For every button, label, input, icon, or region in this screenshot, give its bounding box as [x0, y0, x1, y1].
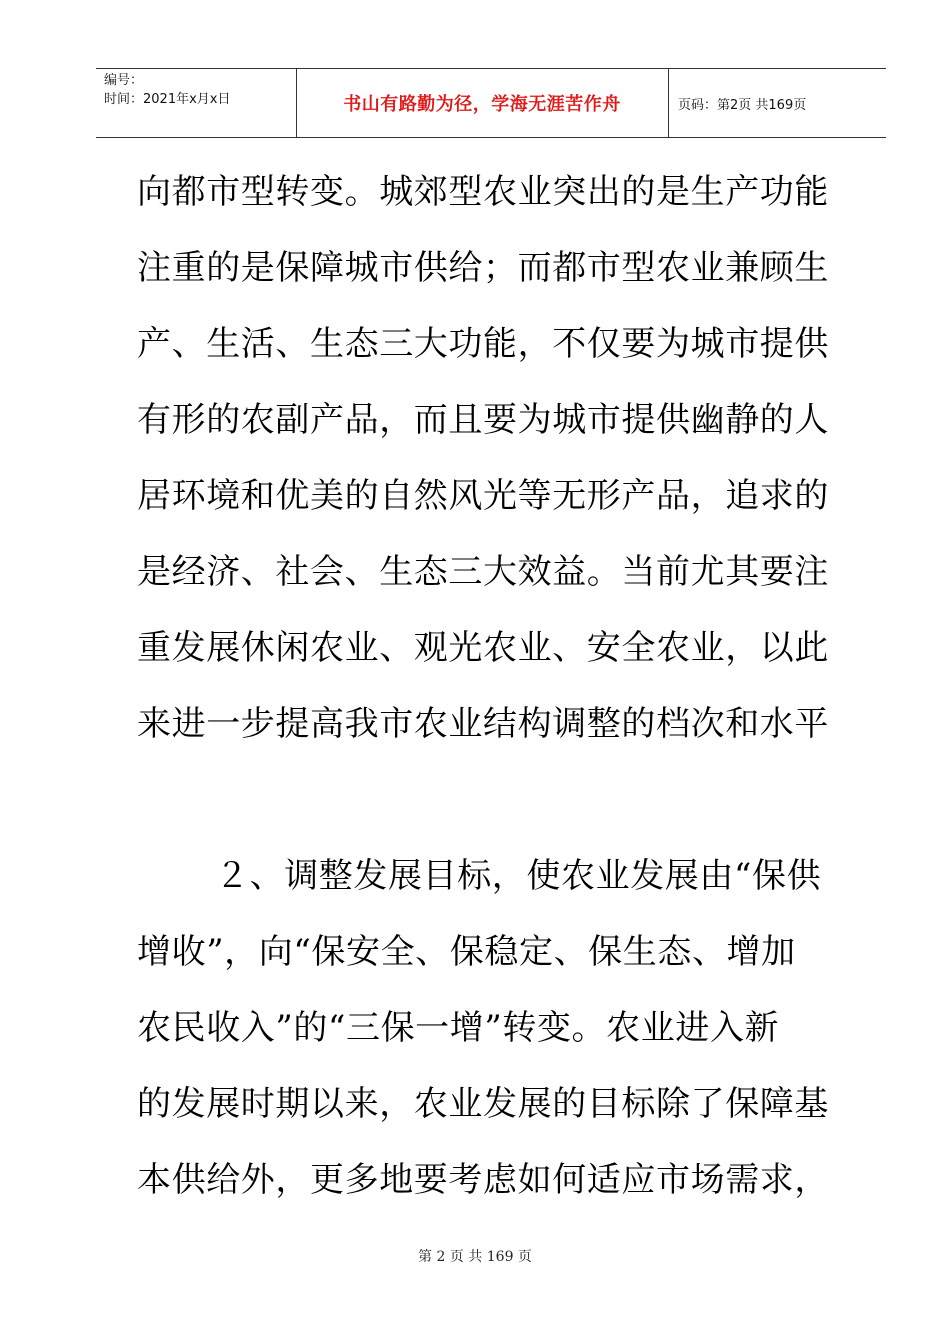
text-line-indented: [137, 838, 847, 914]
text-line: 农民收入”的“三保一增”转变。农业进入新: [137, 1008, 780, 1048]
page-header: [96, 68, 886, 138]
text-line: 增收”，向“保安全、保稳定、保生态、增加: [137, 932, 796, 972]
header-page-cell: [668, 69, 886, 137]
text-line: 重发展休闲农业、观光农业、安全农业，以此: [137, 628, 829, 668]
document-body: [137, 154, 847, 1218]
header-meta-cell: [96, 69, 297, 137]
text-line: 居环境和优美的自然风光等无形产品，追求的: [137, 476, 829, 516]
document-number-label: 编号：: [104, 73, 144, 88]
paragraph-1: [137, 154, 847, 762]
header-motto-cell: [296, 69, 669, 137]
header-page-info: 页码：第2页 共169页: [678, 97, 807, 113]
text-line: 来进一步提高我市农业结构调整的档次和水平: [137, 704, 829, 744]
text-line: 是经济、社会、生态三大效益。当前尤其要注: [137, 552, 829, 592]
page-footer: 第 2 页 共 169 页: [418, 1249, 532, 1265]
header-motto: 书山有路勤为径，学海无涯苦作舟: [343, 94, 621, 115]
document-time-label: 时间：2021年x月x日: [104, 92, 231, 107]
paragraph-gap: [137, 762, 847, 838]
text-line: 产、生活、生态三大功能，不仅要为城市提供: [137, 324, 829, 364]
paragraph-2-first-line: ２、调整发展目标，使农业发展由“保供: [215, 856, 822, 896]
paragraph-2: [137, 838, 847, 1218]
text-line: 的发展时期以来，农业发展的目标除了保障基: [137, 1084, 829, 1124]
text-line: 注重的是保障城市供给；而都市型农业兼顾生: [137, 248, 829, 288]
text-line: 本供给外，更多地要考虑如何适应市场需求，: [137, 1160, 829, 1200]
text-line: 向都市型转变。城郊型农业突出的是生产功能: [137, 172, 829, 212]
text-line: 有形的农副产品，而且要为城市提供幽静的人: [137, 400, 829, 440]
